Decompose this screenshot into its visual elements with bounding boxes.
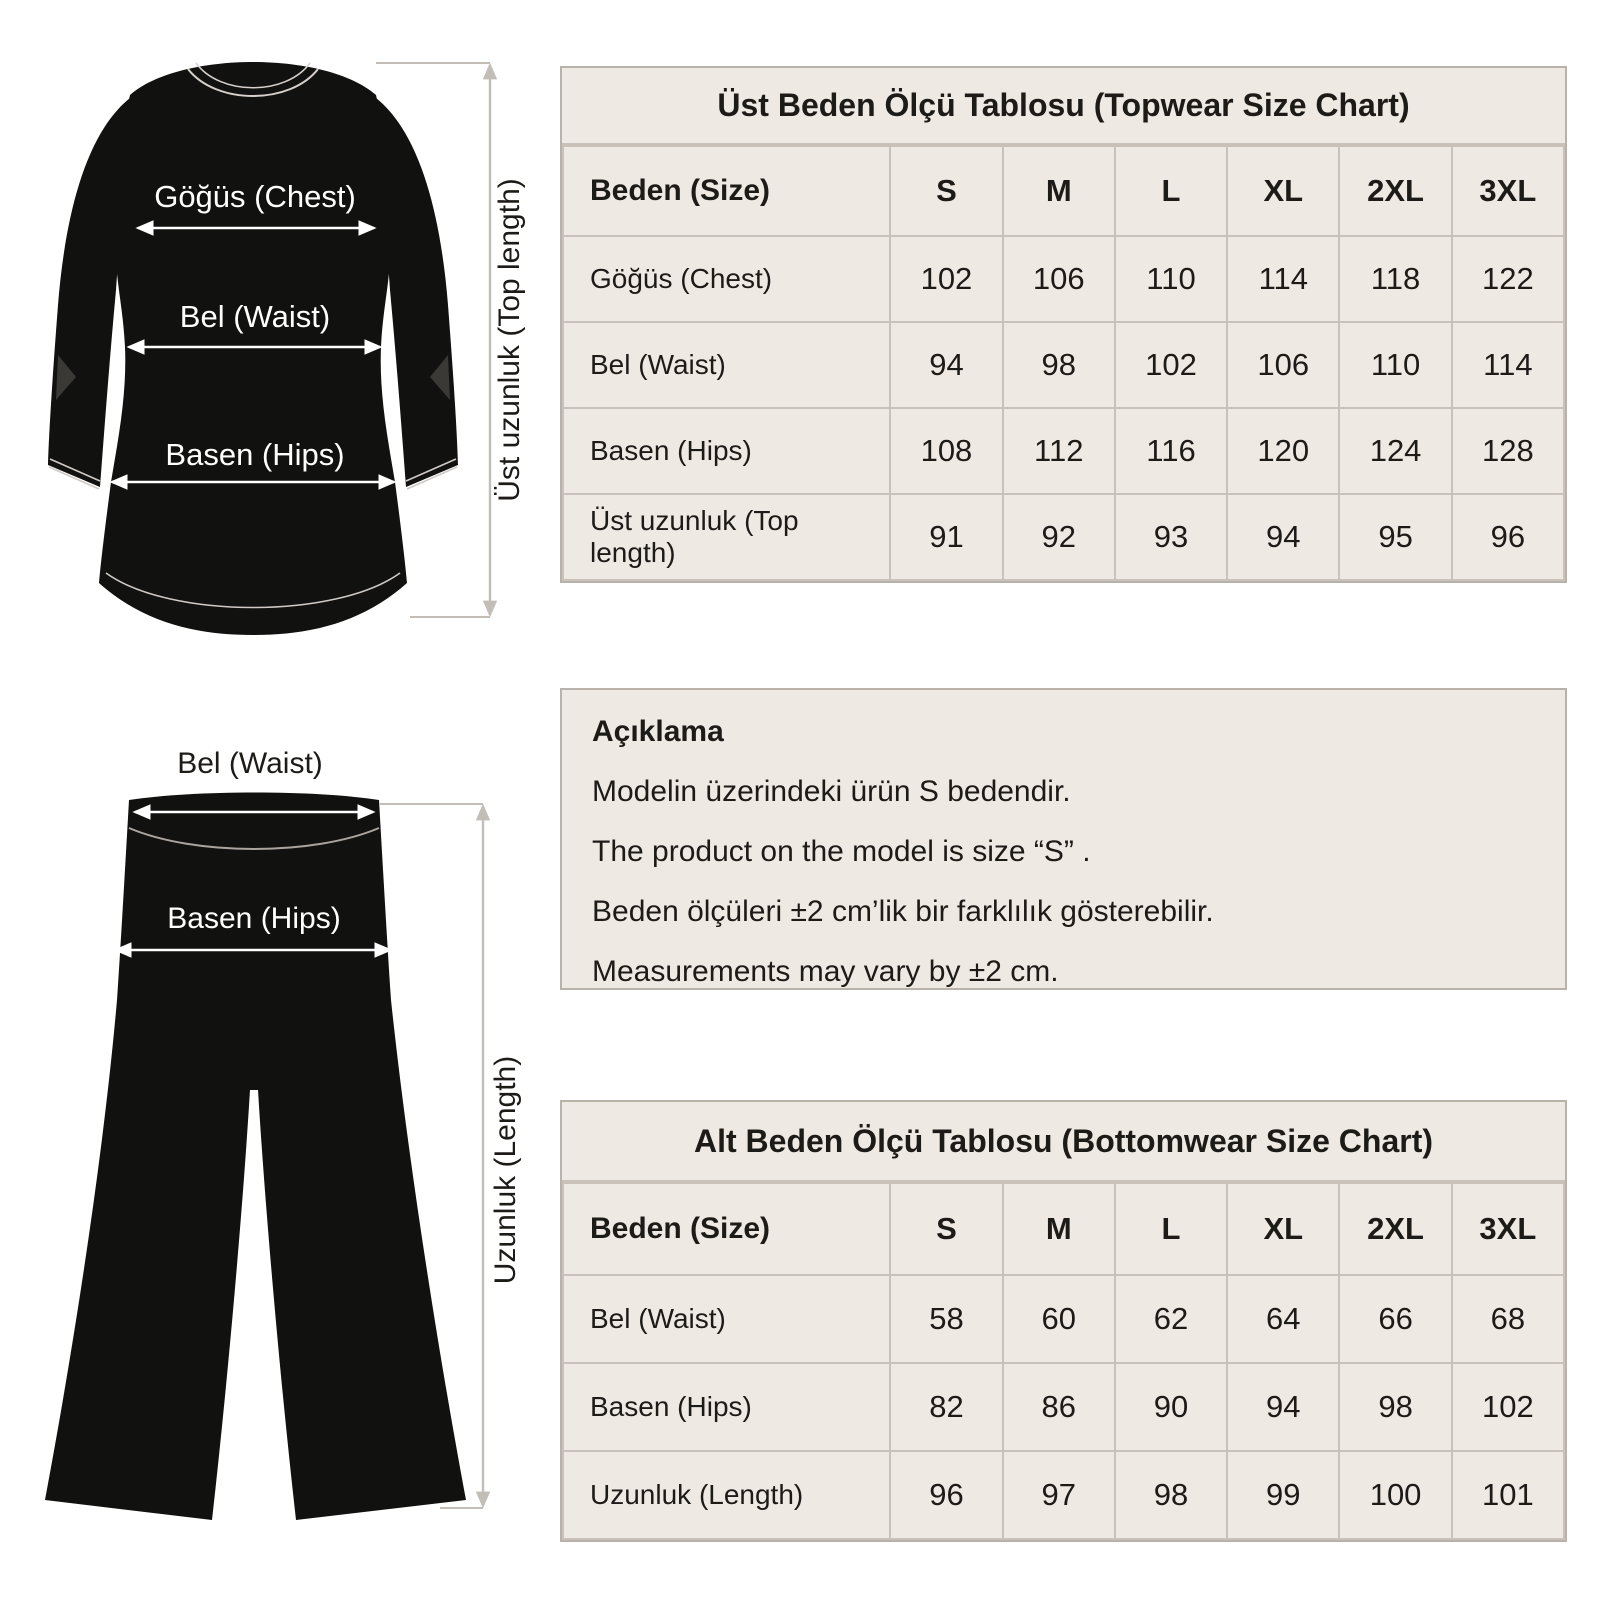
header-cell: M — [1003, 146, 1115, 236]
size-header-row — [563, 146, 1564, 236]
pants-hips-label: Basen (Hips) — [167, 902, 341, 935]
topwear-diagram — [10, 25, 555, 650]
size-cell: 102 — [890, 236, 1002, 322]
size-cell: 90 — [1115, 1363, 1227, 1451]
length-label: Uzunluk (Length) — [489, 1055, 522, 1285]
header-cell: L — [1115, 1183, 1227, 1275]
row-label: Bel (Waist) — [563, 322, 890, 408]
table-row — [563, 322, 1564, 408]
header-cell: Beden (Size) — [563, 1183, 890, 1275]
size-cell: 93 — [1115, 494, 1227, 580]
top-length-label: Üst uzunluk (Top length) — [493, 178, 526, 502]
size-cell: 106 — [1003, 236, 1115, 322]
note-line: Beden ölçüleri ±2 cm’lik bir farklılık gösterebilir. — [592, 895, 1214, 928]
size-cell: 82 — [890, 1363, 1002, 1451]
size-header-row — [563, 1183, 1564, 1275]
note-title: Açıklama — [592, 715, 724, 748]
size-cell: 86 — [1003, 1363, 1115, 1451]
size-cell: 112 — [1003, 408, 1115, 494]
size-cell: 97 — [1003, 1451, 1115, 1539]
size-cell: 124 — [1339, 408, 1451, 494]
table-row — [563, 1451, 1564, 1539]
size-cell: 108 — [890, 408, 1002, 494]
size-cell: 94 — [1227, 494, 1339, 580]
size-cell: 64 — [1227, 1275, 1339, 1363]
size-cell: 102 — [1115, 322, 1227, 408]
header-cell: S — [890, 146, 1002, 236]
hips-label: Basen (Hips) — [165, 437, 345, 472]
size-cell: 106 — [1227, 322, 1339, 408]
table-row — [563, 1275, 1564, 1363]
size-cell: 99 — [1227, 1451, 1339, 1539]
row-label: Göğüs (Chest) — [563, 236, 890, 322]
table-row — [563, 408, 1564, 494]
waist-label: Bel (Waist) — [179, 299, 331, 334]
header-cell: M — [1003, 1183, 1115, 1275]
note-box — [560, 688, 1567, 990]
header-cell: 3XL — [1452, 1183, 1564, 1275]
size-cell: 62 — [1115, 1275, 1227, 1363]
size-cell: 120 — [1227, 408, 1339, 494]
size-cell: 102 — [1452, 1363, 1564, 1451]
header-cell: 3XL — [1452, 146, 1564, 236]
size-cell: 60 — [1003, 1275, 1115, 1363]
header-cell: L — [1115, 146, 1227, 236]
size-cell: 96 — [1452, 494, 1564, 580]
table-row — [563, 1363, 1564, 1451]
row-label: Üst uzunluk (Top length) — [563, 494, 890, 580]
pants-waist-label: Bel (Waist) — [177, 747, 323, 780]
topwear-table-title: Üst Beden Ölçü Tablosu (Topwear Size Chart) — [562, 68, 1565, 145]
topwear-size-table — [560, 66, 1567, 583]
header-cell: XL — [1227, 146, 1339, 236]
size-cell: 100 — [1339, 1451, 1451, 1539]
size-cell: 94 — [890, 322, 1002, 408]
size-cell: 128 — [1452, 408, 1564, 494]
header-cell: Beden (Size) — [563, 146, 890, 236]
header-cell: 2XL — [1339, 1183, 1451, 1275]
size-cell: 114 — [1227, 236, 1339, 322]
size-cell: 58 — [890, 1275, 1002, 1363]
table-row — [563, 236, 1564, 322]
tunic-body — [99, 62, 407, 635]
size-cell: 98 — [1339, 1363, 1451, 1451]
chest-label: Göğüs (Chest) — [154, 179, 356, 214]
row-label: Basen (Hips) — [563, 1363, 890, 1451]
size-cell: 114 — [1452, 322, 1564, 408]
size-cell: 116 — [1115, 408, 1227, 494]
note-line: Modelin üzerindeki ürün S bedendir. — [592, 775, 1071, 808]
row-label: Bel (Waist) — [563, 1275, 890, 1363]
row-label: Uzunluk (Length) — [563, 1451, 890, 1539]
size-cell: 66 — [1339, 1275, 1451, 1363]
note-line: The product on the model is size “S” . — [592, 835, 1091, 868]
header-cell: 2XL — [1339, 146, 1451, 236]
bottomwear-size-grid — [562, 1182, 1565, 1540]
size-cell: 95 — [1339, 494, 1451, 580]
size-cell: 94 — [1227, 1363, 1339, 1451]
size-cell: 110 — [1339, 322, 1451, 408]
bottomwear-size-table — [560, 1100, 1567, 1542]
size-cell: 98 — [1003, 322, 1115, 408]
table-row — [563, 494, 1564, 580]
size-cell: 96 — [890, 1451, 1002, 1539]
header-cell: XL — [1227, 1183, 1339, 1275]
bottomwear-table-title: Alt Beden Ölçü Tablosu (Bottomwear Size Chart) — [562, 1102, 1565, 1182]
size-cell: 118 — [1339, 236, 1451, 322]
topwear-size-grid — [562, 145, 1565, 581]
note-line: Measurements may vary by ±2 cm. — [592, 955, 1059, 988]
size-cell: 68 — [1452, 1275, 1564, 1363]
size-cell: 122 — [1452, 236, 1564, 322]
row-label: Basen (Hips) — [563, 408, 890, 494]
size-cell: 92 — [1003, 494, 1115, 580]
size-cell: 110 — [1115, 236, 1227, 322]
size-cell: 91 — [890, 494, 1002, 580]
size-cell: 101 — [1452, 1451, 1564, 1539]
size-cell: 98 — [1115, 1451, 1227, 1539]
bottomwear-diagram — [10, 740, 555, 1560]
header-cell: S — [890, 1183, 1002, 1275]
